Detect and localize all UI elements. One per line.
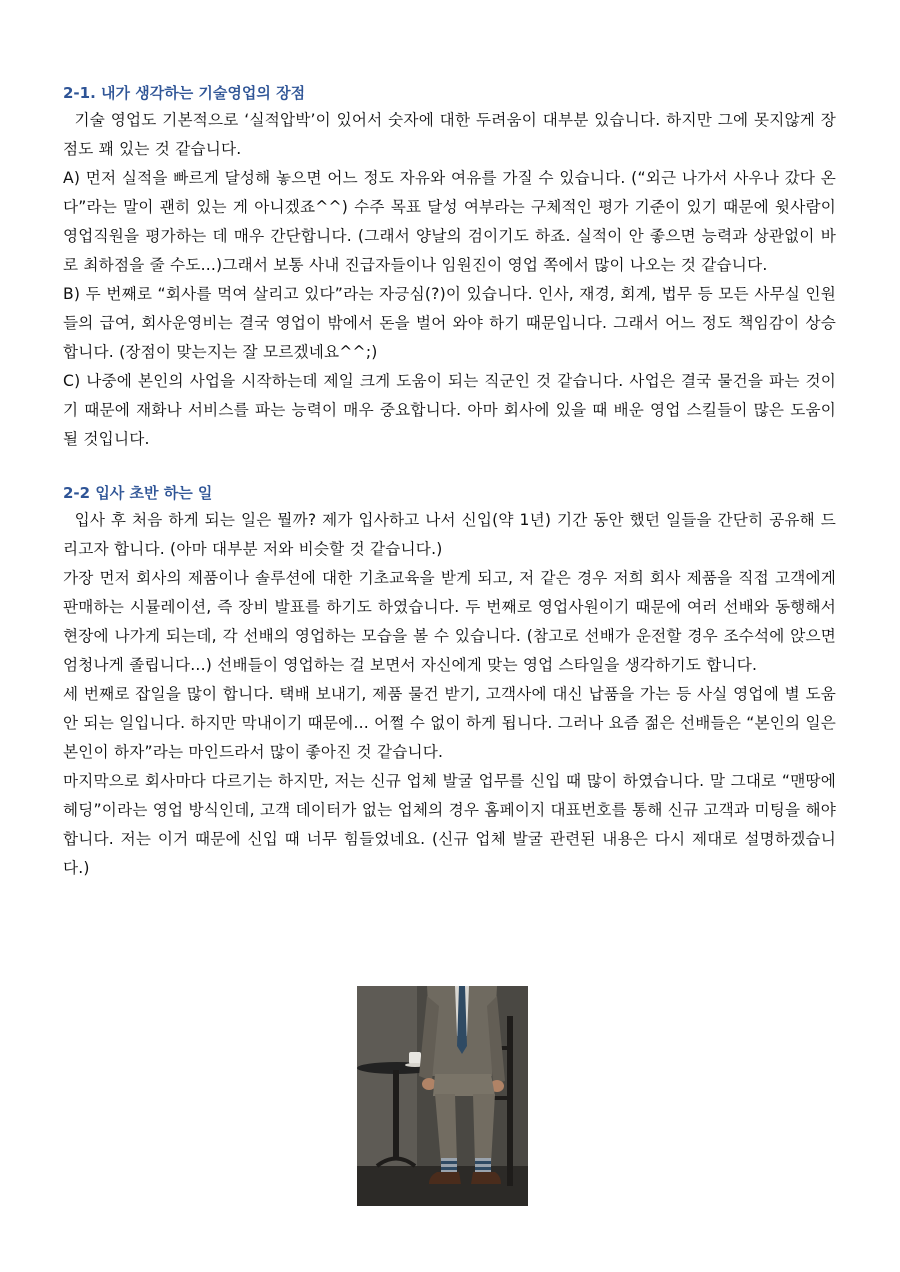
section-spacer	[63, 454, 836, 480]
paragraph: 마지막으로 회사마다 다르기는 하지만, 저는 신규 업체 발굴 업무를 신입 때 많이 하였습니다. 말 그대로 “맨땅에 헤딩”이라는 영업 방식인데, 고객 데이터가 없는 업체의 경우 홈페이지 대표번호를 통해 신규 고객과 미팅을 해야 합니다. 저는 이거 때문에 신입 때 너무 힘들었네요. (신규 업체 발굴 관련된 내용은 다시 제대로 설명하겠습니다.)	[63, 772, 836, 877]
paragraph: A) 먼저 실적을 빠르게 달성해 놓으면 어느 정도 자유와 여유를 가질 수 있습니다. (“외근 나가서 사우나 갔다 온다”라는 말이 괜히 있는 게 아니겠죠^^) 수주 목표 달성 여부라는 구체적인 평가 기준이 있기 때문에 윗사람이 영업직원을 평가하는 데 매우 간단합니다. (그래서 양날의 검이기도 하죠. 실적이 안 좋으면 능력과 상관없이 바로 최하점을 줄 수도...)그래서 보통 사내 진급자들이나 임원진이 영업 쪽에서 많이 나오는 것 같습니다.	[63, 169, 836, 274]
paragraph: C) 나중에 본인의 사업을 시작하는데 제일 크게 도움이 되는 직군인 것 같습니다. 사업은 결국 물건을 파는 것이기 때문에 재화나 서비스를 파는 능력이 매우 중요합니다. 아마 회사에 있을 때 배운 영업 스킬들이 많은 도움이 될 것입니다.	[63, 372, 836, 448]
paragraph: 기술 영업도 기본적으로 ‘실적압박’이 있어서 숫자에 대한 두려움이 대부분 있습니다. 하지만 그에 못지않게 장점도 꽤 있는 것 같습니다.	[63, 111, 836, 158]
paragraph: 세 번째로 잡일을 많이 합니다. 택배 보내기, 제품 물건 받기, 고객사에 대신 납품을 가는 등 사실 영업에 별 도움 안 되는 일입니다. 하지만 막내이기 때문에... 어쩔 수 없이 하게 됩니다. 그러나 요즘 젊은 선배들은 “본인의 일은 본인이 하자”라는 마인드라서 많이 좋아진 것 같습니다.	[63, 685, 836, 761]
paragraph: 가장 먼저 회사의 제품이나 솔루션에 대한 기초교육을 받게 되고, 저 같은 경우 저희 회사 제품을 직접 고객에게 판매하는 시뮬레이션, 즉 장비 발표를 하기도 하였습니다. 두 번째로 영업사원이기 때문에 여러 선배와 동행해서 현장에 나가게 되는데, 각 선배의 영업하는 모습을 볼 수 있습니다. (참고로 선배가 운전할 경우 조수석에 앉으면 엄청나게 졸립니다...) 선배들이 영업하는 걸 보면서 자신에게 맞는 영업 스타일을 생각하기도 합니다.	[63, 569, 837, 674]
paragraph: 입사 후 처음 하게 되는 일은 뭘까? 제가 입사하고 나서 신입(약 1년) 기간 동안 했던 일들을 간단히 공유해 드리고자 합니다. (아마 대부분 저와 비슷할 것 같습니다.)	[63, 511, 836, 558]
section-advantages	[63, 80, 836, 454]
photo-illustration	[357, 986, 528, 1206]
seated-businessman-photo	[357, 986, 528, 1206]
section-heading: 2-1. 내가 생각하는 기술영업의 장점	[63, 84, 306, 102]
section-heading: 2-2 입사 초반 하는 일	[63, 484, 213, 502]
document-body	[63, 80, 836, 883]
paragraph: B) 두 번째로 “회사를 먹여 살리고 있다”라는 자긍심(?)이 있습니다. 인사, 재경, 회계, 법무 등 모든 사무실 인원들의 급여, 회사운영비는 결국 영업이 밖에서 돈을 벌어 와야 하기 때문입니다. 그래서 어느 정도 책임감이 상승합니다. (장점이 맞는지는 잘 모르겠네요^^;)	[63, 285, 836, 361]
section-early-tasks	[63, 480, 836, 883]
